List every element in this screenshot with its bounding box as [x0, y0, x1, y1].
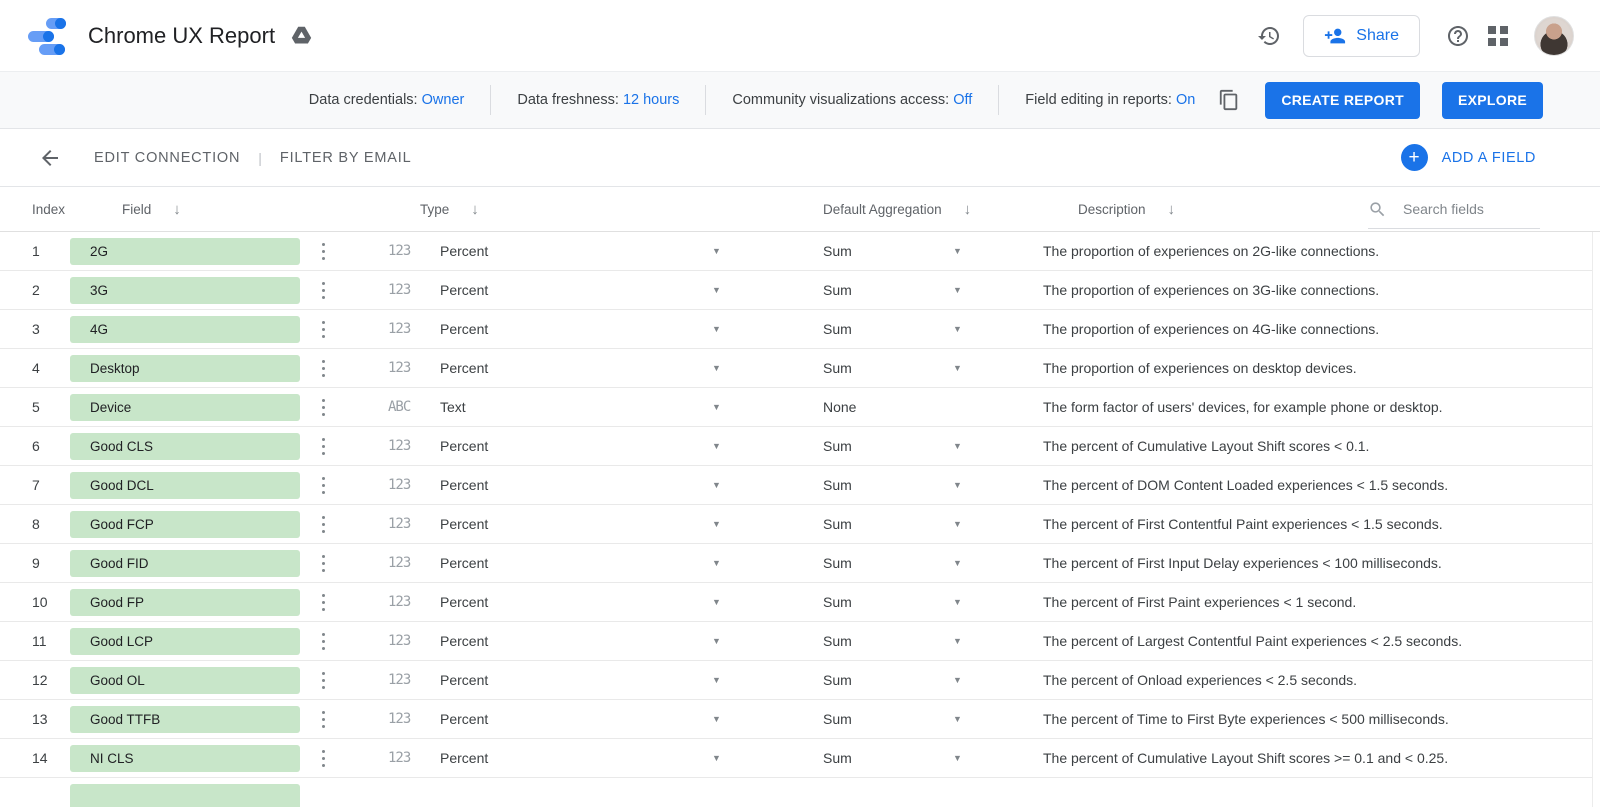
field-chip-cell: [70, 667, 300, 694]
data-credentials-label: Data credentials:: [309, 92, 418, 108]
logo-bar: [28, 31, 54, 42]
divider: [998, 85, 999, 115]
logo-bar: [39, 44, 65, 55]
aggregation-dropdown-icon[interactable]: ▼: [953, 441, 973, 451]
more-vert-icon: [318, 707, 329, 732]
column-header-field[interactable]: [102, 201, 420, 218]
person-add-icon: [1324, 25, 1346, 47]
row-index: 9: [0, 555, 70, 571]
logo-bar: [46, 18, 66, 29]
community-viz-access: [732, 92, 972, 108]
more-vert-icon: [318, 629, 329, 654]
row-index: 12: [0, 672, 70, 688]
field-type-value[interactable]: Percent: [432, 321, 712, 337]
more-vert-icon: [318, 512, 329, 537]
field-row: [0, 739, 1592, 778]
aggregation-value[interactable]: Sum: [823, 321, 953, 337]
field-type-icon: 123: [388, 633, 432, 649]
data-studio-logo[interactable]: [26, 16, 72, 56]
aggregation-dropdown-icon[interactable]: ▼: [953, 519, 973, 529]
sort-arrow-icon: ↓: [173, 201, 181, 218]
user-avatar[interactable]: [1534, 16, 1574, 56]
divider: [490, 85, 491, 115]
field-type-icon: 123: [388, 243, 432, 259]
field-description: The form factor of users' devices, for example phone or desktop.: [973, 399, 1592, 415]
field-row: [0, 427, 1592, 466]
back-button[interactable]: [30, 138, 70, 178]
aggregation-value[interactable]: Sum: [823, 438, 953, 454]
field-type-icon: 123: [388, 360, 432, 376]
help-button[interactable]: [1438, 16, 1478, 56]
field-chip-cell: [70, 394, 300, 421]
field-type-icon: 123: [388, 594, 432, 610]
aggregation-dropdown-icon[interactable]: ▼: [953, 480, 973, 490]
field-description: The proportion of experiences on desktop devices.: [973, 360, 1592, 376]
duplicate-button[interactable]: [1209, 80, 1249, 120]
field-description: The percent of DOM Content Loaded experiences < 1.5 seconds.: [973, 477, 1592, 493]
field-editing-value[interactable]: On: [1176, 92, 1195, 108]
more-vert-icon: [318, 278, 329, 303]
aggregation-dropdown-icon[interactable]: ▼: [953, 714, 973, 724]
more-vert-icon: [318, 473, 329, 498]
more-vert-icon: [318, 434, 329, 459]
field-row: [0, 700, 1592, 739]
share-label: Share: [1356, 27, 1399, 45]
row-menu-button[interactable]: [300, 551, 346, 576]
more-vert-icon: [318, 239, 329, 264]
field-type-icon: 123: [388, 477, 432, 493]
field-description: The proportion of experiences on 3G-like connections.: [973, 282, 1592, 298]
row-index: 5: [0, 399, 70, 415]
search-fields-box[interactable]: [1368, 200, 1540, 229]
field-type-value[interactable]: Percent: [432, 516, 712, 532]
type-dropdown-icon[interactable]: ▼: [712, 324, 732, 334]
type-dropdown-icon[interactable]: ▼: [712, 519, 732, 529]
type-dropdown-icon[interactable]: ▼: [712, 441, 732, 451]
field-chip-cell: [70, 277, 300, 304]
row-menu-button[interactable]: [300, 512, 346, 537]
type-dropdown-icon[interactable]: ▼: [712, 402, 732, 412]
row-menu-button[interactable]: [300, 395, 346, 420]
field-name-chip[interactable]: Good TTFB: [70, 706, 300, 733]
more-vert-icon: [318, 317, 329, 342]
aggregation-dropdown-icon[interactable]: ▼: [953, 363, 973, 373]
aggregation-dropdown-icon[interactable]: ▼: [953, 636, 973, 646]
aggregation-value[interactable]: Sum: [823, 243, 953, 259]
field-name-chip[interactable]: Good LCP: [70, 628, 300, 655]
field-type-value[interactable]: Percent: [432, 750, 712, 766]
fields-table-header: [0, 187, 1600, 232]
aggregation-dropdown-icon[interactable]: ▼: [953, 246, 973, 256]
aggregation-dropdown-icon[interactable]: ▼: [953, 675, 973, 685]
aggregation-dropdown-icon[interactable]: ▼: [953, 558, 973, 568]
field-name-chip[interactable]: Good OL: [70, 667, 300, 694]
row-menu-button[interactable]: [300, 473, 346, 498]
column-header-description[interactable]: [1078, 201, 1175, 218]
field-row: [0, 778, 1592, 807]
column-header-aggregation-label: Default Aggregation: [823, 202, 942, 217]
field-type-value[interactable]: Percent: [432, 711, 712, 727]
aggregation-value[interactable]: Sum: [823, 555, 953, 571]
row-index: 2: [0, 282, 70, 298]
type-dropdown-icon[interactable]: ▼: [712, 285, 732, 295]
aggregation-dropdown-icon[interactable]: ▼: [953, 324, 973, 334]
field-type-icon: 123: [388, 438, 432, 454]
field-name-chip[interactable]: [70, 784, 300, 807]
data-credentials-value[interactable]: Owner: [422, 92, 465, 108]
field-name-chip[interactable]: Good DCL: [70, 472, 300, 499]
add-field-button[interactable]: [1401, 144, 1536, 171]
data-credentials: [309, 92, 465, 108]
data-freshness-value[interactable]: 12 hours: [623, 92, 679, 108]
row-index: 13: [0, 711, 70, 727]
column-header-field-label: Field: [122, 202, 151, 217]
divider: [705, 85, 706, 115]
field-description: The percent of Cumulative Layout Shift scores >= 0.1 and < 0.25.: [973, 750, 1592, 766]
field-chip-cell: [70, 550, 300, 577]
row-menu-button[interactable]: [300, 278, 346, 303]
row-index: 11: [0, 633, 70, 649]
field-editing-label: Field editing in reports:: [1025, 92, 1172, 108]
community-viz-value[interactable]: Off: [953, 92, 972, 108]
field-name-chip[interactable]: 4G: [70, 316, 300, 343]
field-name-chip[interactable]: 3G: [70, 277, 300, 304]
type-dropdown-icon[interactable]: ▼: [712, 558, 732, 568]
field-description: The percent of First Input Delay experiences < 100 milliseconds.: [973, 555, 1592, 571]
type-dropdown-icon[interactable]: ▼: [712, 675, 732, 685]
sort-arrow-icon: ↓: [1168, 201, 1176, 218]
version-history-button[interactable]: [1249, 16, 1289, 56]
field-row: [0, 505, 1592, 544]
field-type-value[interactable]: Percent: [432, 633, 712, 649]
field-row: [0, 310, 1592, 349]
data-freshness-label: Data freshness:: [517, 92, 619, 108]
aggregation-dropdown-icon[interactable]: ▼: [953, 753, 973, 763]
field-editing: [1025, 92, 1195, 108]
type-dropdown-icon[interactable]: ▼: [712, 753, 732, 763]
more-vert-icon: [318, 746, 329, 771]
row-menu-button[interactable]: [300, 317, 346, 342]
field-name-chip[interactable]: 2G: [70, 238, 300, 265]
more-vert-icon: [318, 668, 329, 693]
field-row: [0, 232, 1592, 271]
more-vert-icon: [318, 356, 329, 381]
create-report-button[interactable]: CREATE REPORT: [1265, 82, 1420, 119]
app-header: [0, 0, 1600, 72]
apps-grid-icon: [1488, 26, 1508, 46]
type-dropdown-icon[interactable]: ▼: [712, 597, 732, 607]
field-name-chip[interactable]: Good CLS: [70, 433, 300, 460]
sort-arrow-icon: ↓: [964, 201, 972, 218]
field-type-icon: 123: [388, 321, 432, 337]
type-dropdown-icon[interactable]: ▼: [712, 714, 732, 724]
field-description: The percent of First Contentful Paint experiences < 1.5 seconds.: [973, 516, 1592, 532]
type-dropdown-icon[interactable]: ▼: [712, 480, 732, 490]
field-name-chip[interactable]: Desktop: [70, 355, 300, 382]
column-header-index: Index: [0, 202, 102, 217]
field-type-value[interactable]: Percent: [432, 594, 712, 610]
aggregation-value[interactable]: Sum: [823, 633, 953, 649]
field-chip-cell: [70, 433, 300, 460]
field-row: [0, 466, 1592, 505]
row-index: 3: [0, 321, 70, 337]
field-row: [0, 388, 1592, 427]
datasource-settings-bar: [0, 72, 1600, 129]
drive-icon[interactable]: [291, 26, 312, 45]
page-title[interactable]: Chrome UX Report: [88, 23, 275, 49]
field-type-value[interactable]: Percent: [432, 438, 712, 454]
community-viz-label: Community visualizations access:: [732, 92, 949, 108]
row-menu-button[interactable]: [300, 434, 346, 459]
row-menu-button[interactable]: [300, 746, 346, 771]
field-description: The percent of Onload experiences < 2.5 seconds.: [973, 672, 1592, 688]
explore-button[interactable]: EXPLORE: [1442, 82, 1543, 119]
more-vert-icon: [318, 551, 329, 576]
field-chip-cell: [70, 511, 300, 538]
aggregation-value[interactable]: Sum: [823, 477, 953, 493]
arrow-back-icon: [38, 146, 62, 170]
field-chip-cell: [70, 238, 300, 265]
field-chip-cell: [70, 628, 300, 655]
type-dropdown-icon[interactable]: ▼: [712, 636, 732, 646]
aggregation-value[interactable]: Sum: [823, 711, 953, 727]
fields-table-body: [0, 232, 1593, 807]
row-index: 14: [0, 750, 70, 766]
aggregation-dropdown-icon[interactable]: ▼: [953, 597, 973, 607]
field-type-value[interactable]: Percent: [432, 672, 712, 688]
field-name-chip[interactable]: NI CLS: [70, 745, 300, 772]
field-description: The proportion of experiences on 4G-like connections.: [973, 321, 1592, 337]
row-menu-button[interactable]: [300, 239, 346, 264]
column-header-type-label: Type: [420, 202, 449, 217]
field-row: [0, 271, 1592, 310]
aggregation-value[interactable]: Sum: [823, 594, 953, 610]
connection-bar: [0, 129, 1600, 187]
aggregation-dropdown-icon[interactable]: ▼: [953, 285, 973, 295]
field-name-chip[interactable]: Good FP: [70, 589, 300, 616]
field-description: The percent of Time to First Byte experiences < 500 milliseconds.: [973, 711, 1592, 727]
row-index: 7: [0, 477, 70, 493]
field-type-icon: 123: [388, 282, 432, 298]
aggregation-value[interactable]: Sum: [823, 672, 953, 688]
copy-icon: [1218, 89, 1240, 111]
column-header-description-label: Description: [1078, 202, 1146, 217]
field-chip-cell: [70, 472, 300, 499]
column-header-type[interactable]: [420, 201, 823, 218]
field-description: The percent of Cumulative Layout Shift scores < 0.1.: [973, 438, 1592, 454]
field-row: [0, 661, 1592, 700]
plus-icon: +: [1401, 144, 1428, 171]
help-icon: [1446, 24, 1470, 48]
field-chip-cell: [70, 745, 300, 772]
aggregation-value[interactable]: None: [823, 399, 953, 415]
field-name-chip[interactable]: Good FCP: [70, 511, 300, 538]
row-index: 6: [0, 438, 70, 454]
history-icon: [1257, 24, 1281, 48]
field-type-value[interactable]: Percent: [432, 555, 712, 571]
field-type-value[interactable]: Percent: [432, 243, 712, 259]
field-row: [0, 622, 1592, 661]
row-menu-button[interactable]: [300, 590, 346, 615]
search-fields-input[interactable]: [1401, 200, 1521, 218]
field-type-icon: 123: [388, 516, 432, 532]
field-type-icon: 123: [388, 672, 432, 688]
field-type-value[interactable]: Text: [432, 399, 712, 415]
aggregation-value[interactable]: Sum: [823, 750, 953, 766]
more-vert-icon: [318, 395, 329, 420]
field-name-chip[interactable]: Device: [70, 394, 300, 421]
aggregation-value[interactable]: Sum: [823, 282, 953, 298]
filter-by-email-link[interactable]: FILTER BY EMAIL: [280, 150, 412, 166]
google-apps-button[interactable]: [1478, 16, 1518, 56]
row-index: 10: [0, 594, 70, 610]
field-description: The percent of Largest Contentful Paint experiences < 2.5 seconds.: [973, 633, 1592, 649]
field-chip-cell: [70, 784, 300, 807]
type-dropdown-icon[interactable]: ▼: [712, 363, 732, 373]
add-field-label: ADD A FIELD: [1442, 150, 1536, 166]
field-type-value[interactable]: Percent: [432, 360, 712, 376]
field-description: The proportion of experiences on 2G-like connections.: [973, 243, 1592, 259]
share-button[interactable]: [1303, 15, 1420, 57]
edit-connection-link[interactable]: EDIT CONNECTION: [94, 150, 240, 166]
row-menu-button[interactable]: [300, 356, 346, 381]
field-row: [0, 349, 1592, 388]
sort-arrow-icon: ↓: [471, 201, 479, 218]
row-menu-button[interactable]: [300, 707, 346, 732]
field-row: [0, 583, 1592, 622]
type-dropdown-icon[interactable]: ▼: [712, 246, 732, 256]
row-index: 1: [0, 243, 70, 259]
column-header-aggregation[interactable]: [823, 201, 1078, 218]
field-chip-cell: [70, 706, 300, 733]
field-type-value[interactable]: Percent: [432, 282, 712, 298]
row-index: 4: [0, 360, 70, 376]
field-row: [0, 544, 1592, 583]
field-chip-cell: [70, 316, 300, 343]
field-name-chip[interactable]: Good FID: [70, 550, 300, 577]
field-type-icon: ABC: [388, 399, 432, 415]
field-type-icon: 123: [388, 555, 432, 571]
field-description: The percent of First Paint experiences < 1 second.: [973, 594, 1592, 610]
field-type-value[interactable]: Percent: [432, 477, 712, 493]
row-menu-button[interactable]: [300, 668, 346, 693]
field-chip-cell: [70, 589, 300, 616]
aggregation-value[interactable]: Sum: [823, 516, 953, 532]
row-menu-button[interactable]: [300, 629, 346, 654]
field-type-icon: 123: [388, 750, 432, 766]
aggregation-value[interactable]: Sum: [823, 360, 953, 376]
field-type-icon: 123: [388, 711, 432, 727]
data-freshness: [517, 92, 679, 108]
more-vert-icon: [318, 590, 329, 615]
divider: |: [258, 150, 262, 166]
row-index: 8: [0, 516, 70, 532]
field-chip-cell: [70, 355, 300, 382]
search-icon: [1368, 200, 1387, 219]
